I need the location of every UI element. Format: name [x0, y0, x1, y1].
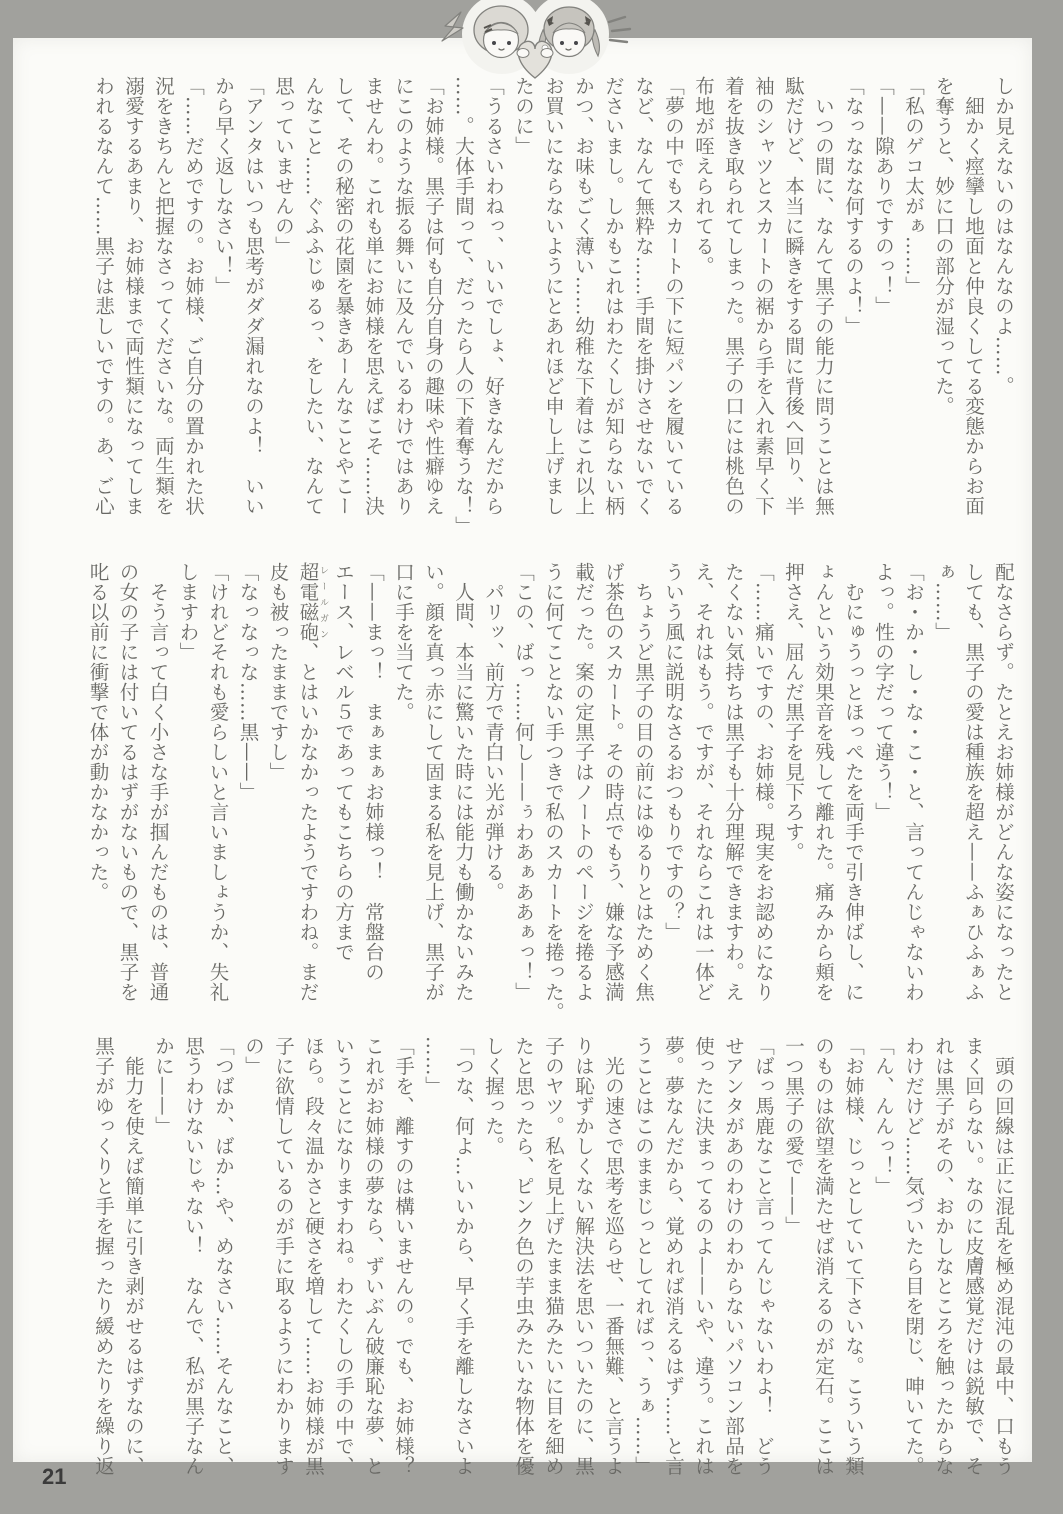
text-column: 「夢の中でもスカートの下に短パンを履いている	[662, 76, 685, 516]
text-column: 「——まっ！ まぁまぁお姉様っ！ 常盤台の	[362, 562, 385, 982]
text-column: 思っていませんの」	[272, 76, 295, 256]
text-column: しますわ」	[176, 562, 200, 662]
text-column: を奪うと、妙に口の部分が湿ってた。	[932, 76, 955, 416]
text-column: など、なんて無粋な……手間を掛けさせないでく	[632, 76, 655, 516]
text-column: 人間、本当に驚いた時には能力も働かないみた	[452, 562, 475, 1002]
text-column: の女の子には付いてるはずがないもので、黒子を	[116, 562, 140, 1002]
text-column: い。顔を真っ赤にして固まる私を見上げ、黒子が	[422, 562, 445, 1002]
text-column: 袖のシャツとスカートの裾から手を入れ素早く下	[752, 76, 775, 516]
hand-right	[541, 49, 553, 58]
heart-icon	[517, 41, 553, 78]
text-column: ょんという効果音を残して離れた。痛みから頬を	[812, 562, 835, 1002]
text-column: 配なさらず。たとえお姉様がどんな姿になったと	[992, 562, 1015, 1002]
text-column: これがお姉様の夢なら、ずいぶん破廉恥な夢、と	[362, 1036, 385, 1476]
text-column: しても、黒子の愛は種族を超え——ふぁひふぁふ	[962, 562, 985, 1002]
text-column: よっ。性の字だって違う！」	[872, 562, 895, 822]
text-column: 光の速さで思考を巡らせ、一番無難、と言うよ	[602, 1036, 625, 1476]
text-column: 「ばっ馬鹿なこと言ってんじゃないわよ！ どう	[752, 1036, 775, 1476]
text-column: せアンタがあのわけのわからないパソコン部品を	[722, 1036, 745, 1476]
text-column: 溺愛するあまり、お姉様まで両性類になってしま	[122, 76, 145, 516]
text-column: げ茶色のスカート。その時点でもう、嫌な予感満	[602, 562, 625, 1002]
text-column: の」	[242, 1036, 265, 1076]
text-column: 叱る以前に衝撃で体が動かなかった。	[86, 562, 110, 902]
text-column: 「お・か・し・な・こ・と、言ってんじゃないわ	[902, 562, 925, 1002]
text-column: のものは欲望を満たせば消えるのが定石。ここは	[812, 1036, 835, 1476]
text-column: エース、レベル５であってもこちらの方まで	[332, 562, 355, 962]
text-column: 使ったに決まってるのよ——いや、違う。これは	[692, 1036, 715, 1476]
text-column: たと思ったら、ピンク色の芋虫みたいな物体を優	[512, 1036, 535, 1476]
text-column: 「……だめですの。お姉様、ご自分の置かれた状	[182, 76, 205, 516]
text-column: パリッ、前方で青白い光が弾ける。	[482, 562, 505, 902]
text-block-middle	[83, 562, 1019, 1022]
text-column: え、それはもう。ですが、それならこれは一体ど	[692, 562, 715, 1002]
text-column: ださいまし。しかもこれはわたくしが知らない柄	[602, 76, 625, 516]
text-column: わけだけど……気づいたら目を閉じ、呻いてた。	[902, 1036, 925, 1476]
text-column: いうことになりますわね。わたくしの手の中で、	[332, 1036, 355, 1476]
text-column: 「なっななな何するのよ！」	[842, 76, 865, 336]
text-column: ほら。段々温かさと硬さを増して……お姉様が黒	[302, 1036, 325, 1476]
text-column: 能力を使えば簡単に引き剥がせるはずなのに、	[122, 1036, 145, 1476]
text-column: 皮も被ったままですし」	[266, 562, 290, 782]
text-column: お買いにならないようにとあれほど申し上げまし	[542, 76, 565, 516]
text-column: 「この、ばっ……何し——ぅわあぁああぁっ！」	[512, 562, 535, 1002]
text-column: われるなんて……黒子は悲しいですの。あ、ご心	[92, 76, 115, 516]
text-column: ……」	[422, 1036, 445, 1096]
text-column: りは恥ずかしくない解決法を思いついたのに、黒	[572, 1036, 595, 1476]
text-column: 布地が咥えられてる。	[692, 76, 715, 276]
page-number: 21	[42, 1464, 67, 1489]
text-column: 超電磁砲レールガン、とはいかなかったようですわね。まだ	[296, 562, 328, 1002]
hand-left	[517, 49, 529, 58]
text-column: 「ん、んんっ！」	[872, 1036, 895, 1196]
text-column: 「お姉様、じっとしていて下さいな。こういう類	[842, 1036, 865, 1476]
text-column: 夢。夢なんだから、覚めれば消えるはず……と言	[662, 1036, 685, 1476]
text-column: 「——隙ありですのっ！」	[872, 76, 895, 316]
text-column: 況をきちんと把握なさってくださいな。両生類を	[152, 76, 175, 516]
text-column: 載だった。案の定黒子はノートのページを捲るよ	[572, 562, 595, 1002]
text-column: 「アンタはいつも思考がダダ漏れなのよ！ いい	[242, 76, 265, 516]
text-block-top	[88, 76, 1018, 536]
text-column: から早く返しなさい！」	[212, 76, 235, 296]
emphasis-lines-icon	[609, 17, 630, 42]
text-column: たのに」	[512, 76, 535, 156]
text-column: 「けれどそれも愛らしいと言いましょうか、失礼	[206, 562, 230, 1002]
text-column: 「うるさいわねっ、いいでしょ、好きなんだから	[482, 76, 505, 516]
text-column: いつの間に、なんて黒子の能力に問うことは無	[812, 76, 835, 516]
header-illustration	[437, 0, 637, 88]
text-column: 「なっなっな……黒——」	[236, 562, 260, 802]
text-column: 思うわけないじゃない！ なんで、私が黒子なん	[182, 1036, 205, 1476]
text-column: 口に手を当てた。	[392, 562, 415, 722]
text-column: たくない気持ちは黒子も十分理解できますわ。え	[722, 562, 745, 1002]
text-column: 頭の回線は正に混乱を極め混沌の最中、口もう	[992, 1036, 1015, 1476]
text-column: ぁ……」	[932, 562, 955, 642]
text-column: 一つ黒子の愛で——」	[782, 1036, 805, 1236]
text-column: 「つな、何よ…いいから、早く手を離しなさいよ	[452, 1036, 475, 1476]
text-column: 「手を、離すのは構いませんの。でも、お姉様？	[392, 1036, 415, 1476]
text-column: 子に欲情しているのが手に取るようにわかります	[272, 1036, 295, 1476]
text-column: 「私のゲコ太がぁ……」	[902, 76, 925, 296]
text-column: しく握った。	[482, 1036, 505, 1156]
text-column: 着を抜き取られてしまった。黒子の口には桃色の	[722, 76, 745, 516]
text-column: ませんわ。これも単にお姉様を思えばこそ……決	[362, 76, 385, 516]
text-column: にこのような振る舞いに及んでいるわけではあり	[392, 76, 415, 516]
text-column: んなこと……ぐふふじゅるっ、をしたい、なんて	[302, 76, 325, 516]
text-column: 細かく痙攣し地面と仲良くしてる変態からお面	[962, 76, 985, 516]
text-column: れは黒子がその、おかしなところを触ったからな	[932, 1036, 955, 1476]
text-column: しか見えないのはなんなのよ……。	[992, 76, 1015, 396]
text-column: 「お姉様。黒子は何も自分自身の趣味や性癖ゆえ	[422, 76, 445, 516]
text-column: かに——」	[152, 1036, 175, 1136]
text-column: 黒子がゆっくりと手を握ったり緩めたりを繰り返	[92, 1036, 115, 1476]
text-column: 子のヤツ。私を見上げたまま猫みたいに目を細め	[542, 1036, 565, 1476]
text-column: ういう風に説明なさるおつもりですの？」	[662, 562, 685, 942]
text-column: 押さえ、屈んだ黒子を見下ろす。	[782, 562, 805, 862]
text-column: 駄だけど、本当に瞬きをする間に背後へ回り、半	[782, 76, 805, 516]
text-column: うことはこのままじっとしてればっ、うぁ……」	[632, 1036, 655, 1476]
text-column: ……。大体手間って、だったら人の下着奪うな！」	[452, 76, 475, 536]
lightning-icon	[442, 12, 463, 41]
text-column: うに何てことない手つきで私のスカートを捲った。	[542, 562, 565, 1022]
text-column: して、その秘密の花園を暴きあーんなことやこー	[332, 76, 355, 516]
text-column: そう言って白く小さな手が掴んだものは、普通	[146, 562, 170, 1002]
text-block-bottom	[88, 1036, 1018, 1496]
text-column: 「つばか、ばか…や、めなさい……そんなこと、	[212, 1036, 235, 1476]
text-column: まく回らない。なのに皮膚感覚だけは鋭敏で、そ	[962, 1036, 985, 1476]
text-column: かつ、お味もごく薄い……幼稚な下着はこれ以上	[572, 76, 595, 516]
text-column: ちょうど黒子の目の前にはゆるりとはためく焦	[632, 562, 655, 1002]
text-column: むにゅうっとほっぺたを両手で引き伸ばし、に	[842, 562, 865, 1002]
text-column: 「……痛いですの、お姉様。現実をお認めになり	[752, 562, 775, 1002]
